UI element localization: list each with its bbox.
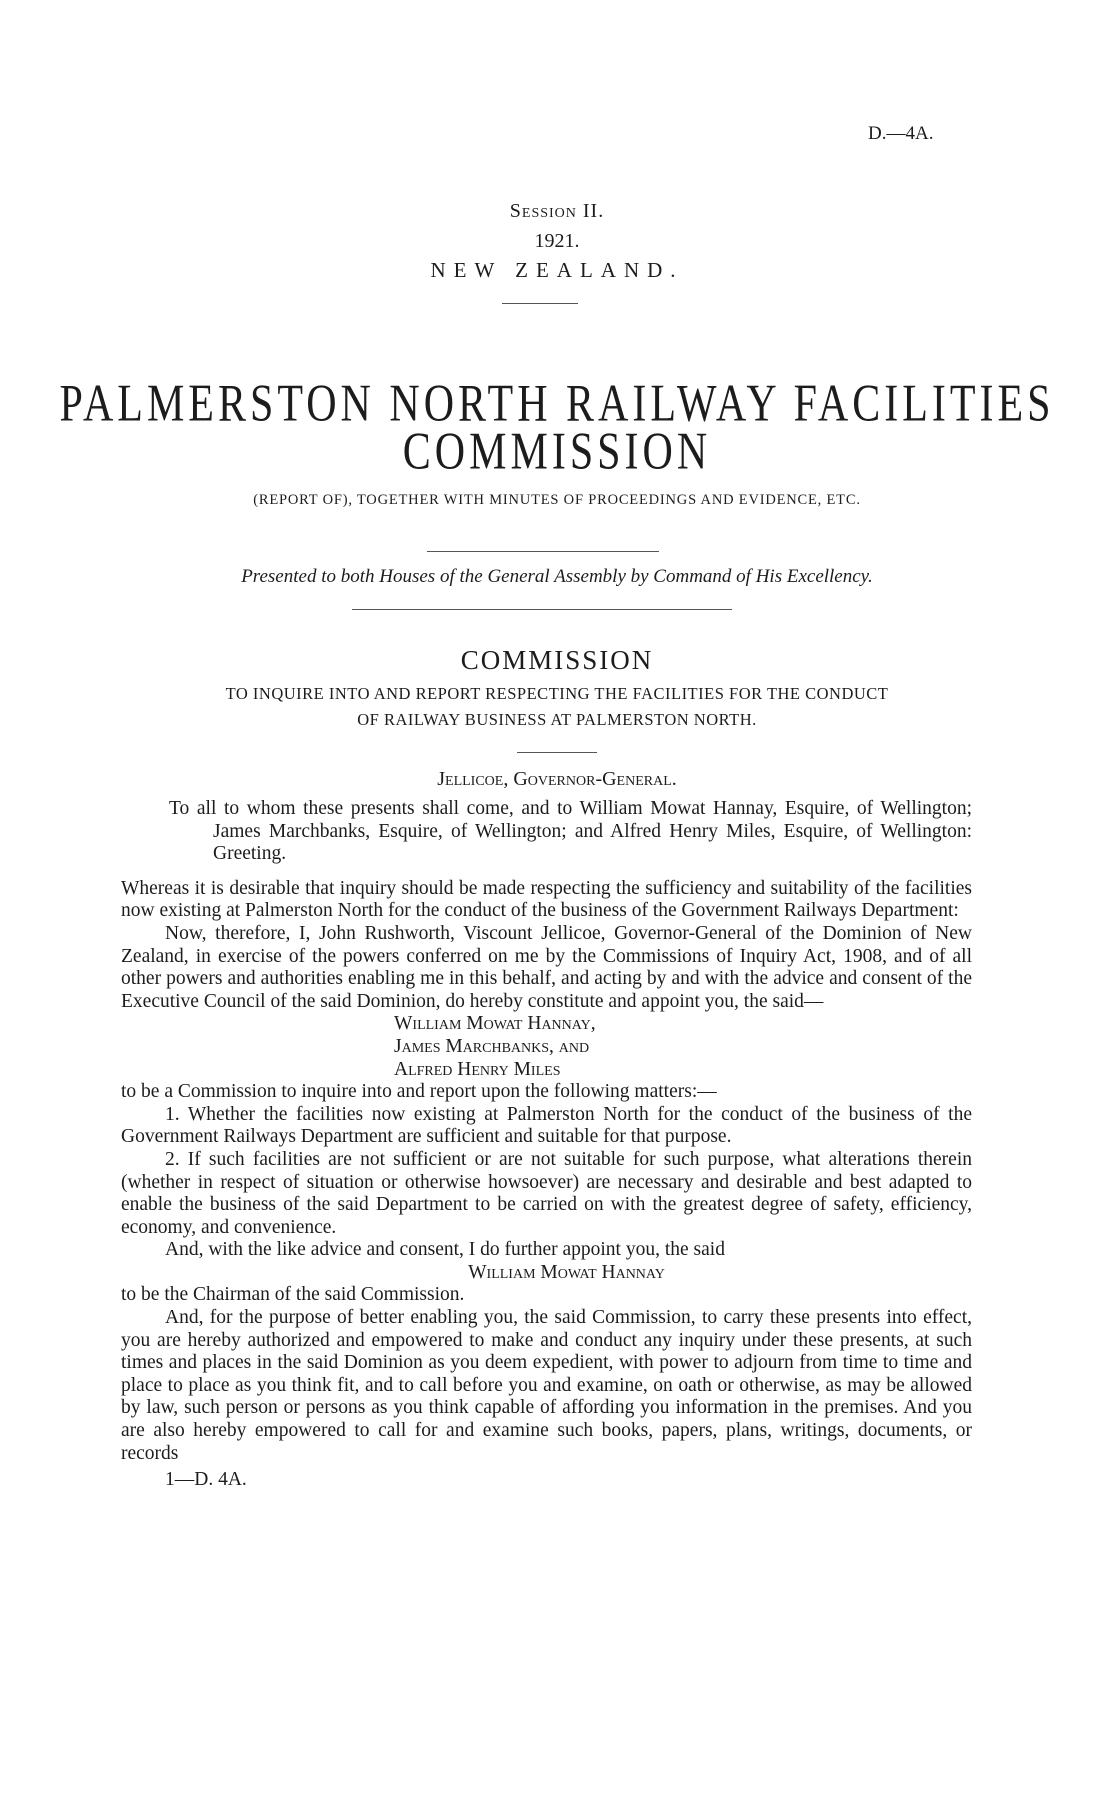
commission-subheading-line-1: TO INQUIRE INTO AND REPORT RESPECTING THE FACILITIES FOR THE CONDUCT — [225, 684, 889, 703]
divider-rule — [502, 303, 578, 304]
matter-item-2: 2. If such facilities are not sufficient or are not suitable for such purpose, what alterations therein (whether in respect of situation or otherwise howsoever) are necessary and desirable and best adapted to enable the business of the said Department to be carried on with the greatest degree of safety, efficiency, economy, and convenience. — [121, 1148, 972, 1238]
divider-rule — [517, 752, 597, 753]
matters-intro: to be a Commission to inquire into and report upon the following matters:— — [121, 1081, 717, 1103]
presentation-note: Presented to both Houses of the General Assembly by Command of His Excellency. — [241, 566, 873, 587]
divider-rule — [427, 551, 659, 552]
greeting-paragraph: To all to whom these presents shall come, and to William Mowat Hannay, Esquire, of Wellington; James Marchbanks, Esquire, of Wellington; and Alfred Henry Miles, Esquire, of Wellington: Greeting. — [169, 798, 972, 865]
powers-paragraph: And, for the purpose of better enabling you, the said Commission, to carry these presents into effect, you are hereby authorized and empowered to make and conduct any inquiry under these presents, at such times and places in the said Dominion as you deem expedient, with power to adjourn from time to time and place to place as you think fit, and to call before you and examine, on oath or otherwise, as may be allowed by law, such person or persons as you think capable of affording you information in the premises. And you are also hereby empowered to call for and examine such books, papers, plans, writings, documents, or records — [121, 1307, 972, 1464]
document-subtitle: (REPORT OF), TOGETHER WITH MINUTES OF PROCEEDINGS AND EVIDENCE, ETC. — [253, 492, 861, 508]
governor-signature: Jellicoe, Governor-General. — [437, 768, 677, 790]
whereas-paragraph: Whereas it is desirable that inquiry should be made respecting the sufficiency and suitability of the facilities now existing at Palmerston North for the conduct of the business of the Government Railways Department: — [121, 877, 972, 922]
appointment-paragraph: Now, therefore, I, John Rushworth, Viscount Jellicoe, Governor-General of the Dominion of New Zealand, in exercise of the powers conferred on me by the Commissions of Inquiry Act, 1908, and of all other powers and authorities enabling me in this behalf, and acting by and with the advice and consent of the Executive Council of the said Dominion, do hereby constitute and appoint you, the said— — [121, 922, 972, 1012]
chairman-appointment: to be the Chairman of the said Commission. — [121, 1284, 465, 1306]
document-title-line-2: COMMISSION — [402, 423, 712, 481]
matter-item-1: 1. Whether the facilities now existing at Palmerston North for the conduct of the business of the Government Railways Department are sufficient and suitable for that purpose. — [121, 1103, 972, 1148]
page-reference: D.—4A. — [868, 123, 934, 144]
chairman-name: William Mowat Hannay — [468, 1261, 665, 1283]
divider-rule — [352, 609, 732, 610]
commission-heading: COMMISSION — [460, 645, 654, 675]
commission-body — [121, 798, 972, 1492]
document-title-line-1: PALMERSTON NORTH RAILWAY FACILITIES — [59, 375, 1055, 433]
commissioner-name: Alfred Henry Miles — [394, 1058, 561, 1080]
commissioner-name: James Marchbanks, and — [394, 1035, 590, 1057]
year-label: 1921. — [534, 230, 580, 252]
further-appointment: And, with the like advice and consent, I do further appoint you, the said — [165, 1239, 725, 1261]
session-label: Session II. — [509, 200, 605, 222]
commissioner-name: William Mowat Hannay, — [394, 1013, 596, 1035]
commission-subheading-line-2: OF RAILWAY BUSINESS AT PALMERSTON NORTH. — [357, 710, 757, 729]
footer-signature-mark: 1—D. 4A. — [165, 1469, 247, 1491]
country-label: NEW ZEALAND. — [430, 258, 684, 282]
